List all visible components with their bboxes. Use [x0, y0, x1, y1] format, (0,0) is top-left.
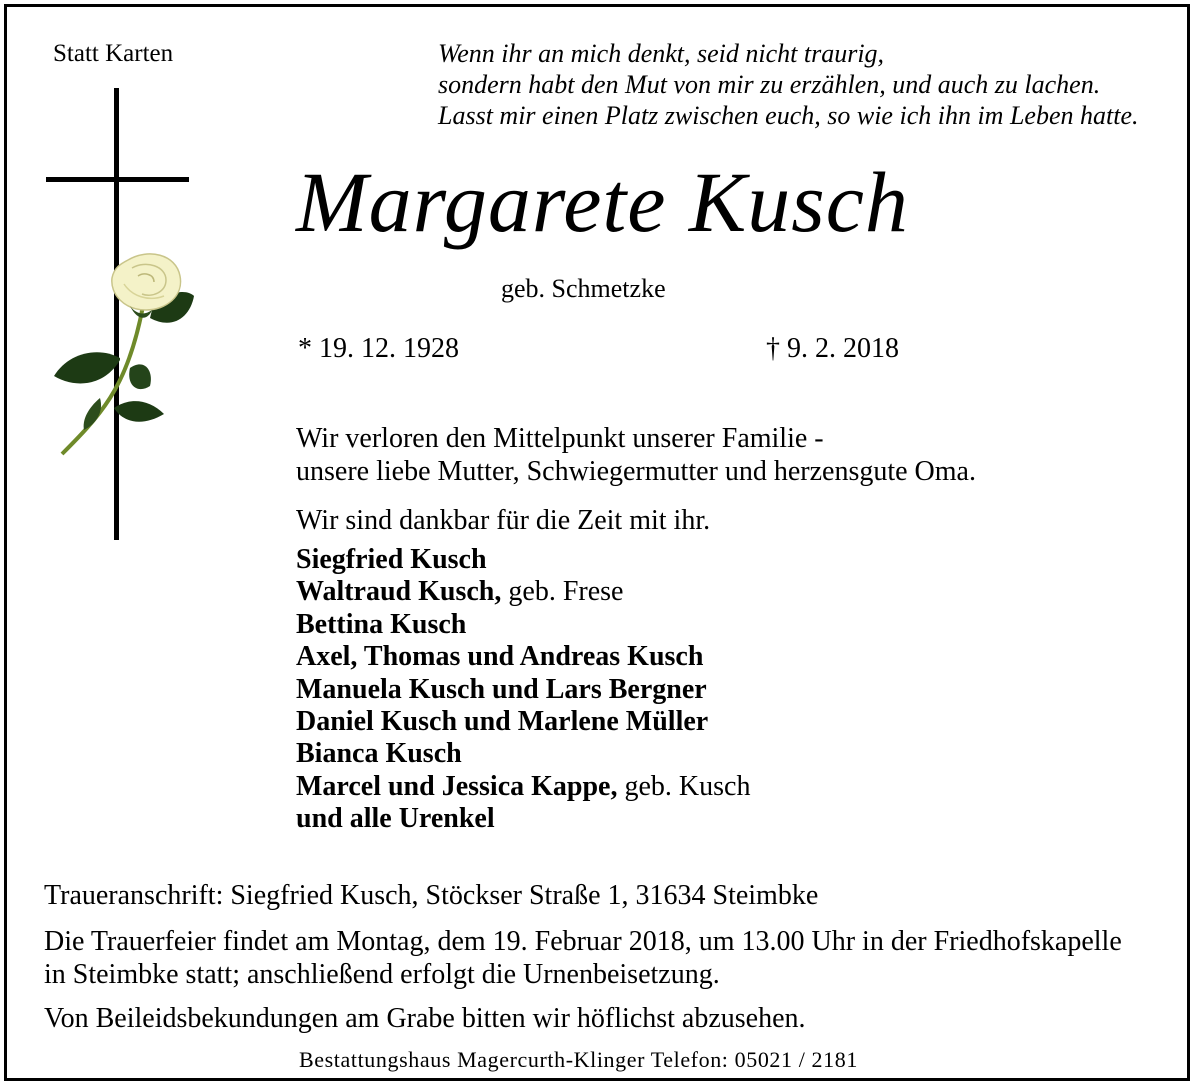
list-item: Siegfried Kusch [296, 544, 487, 575]
list-item: Marcel und Jessica Kappe, geb. Kusch [296, 770, 751, 802]
deceased-name: Margarete Kusch [296, 154, 909, 250]
thanks-message: Wir sind dankbar für die Zeit mit ihr. [296, 505, 711, 536]
list-item: Axel, Thomas und Andreas Kusch [296, 641, 704, 673]
death-date: † 9. 2. 2018 [766, 333, 899, 364]
list-item: Manuela Kusch und Lars Bergner [296, 673, 707, 705]
rose-icon [48, 248, 198, 458]
poem-line: sondern habt den Mut von mir zu erzählen, und auch zu lachen. [438, 70, 1101, 99]
funeral-home-contact: Bestattungshaus Magercurth-Klinger Telefon: 05021 / 2181 [299, 1047, 858, 1072]
list-item: Bianca Kusch [296, 738, 462, 770]
list-item: und alle Urenkel [296, 803, 495, 835]
list-item: Daniel Kusch und Marlene Müller [296, 706, 709, 738]
ceremony-info [44, 925, 1122, 991]
poem-line: Wenn ihr an mich denkt, seid nicht traurig, [438, 39, 885, 68]
maiden-name: geb. Schmetzke [501, 274, 666, 303]
list-item: Bettina Kusch [296, 608, 467, 640]
cross-horizontal-bar [46, 177, 189, 182]
mourning-address: Traueranschrift: Siegfried Kusch, Stöckser Straße 1, 31634 Steimbke [44, 880, 819, 911]
birth-date: * 19. 12. 1928 [298, 333, 459, 364]
loss-message-line: unsere liebe Mutter, Schwiegermutter und herzensgute Oma. [296, 456, 976, 487]
ceremony-line: Die Trauerfeier findet am Montag, dem 19. Februar 2018, um 13.00 Uhr in der Friedhofskapelle [44, 926, 1122, 957]
poem-line: Lasst mir einen Platz zwischen euch, so wie ich ihn im Leben hatte. [438, 101, 1139, 130]
statt-karten-label: Statt Karten [53, 40, 174, 67]
poem [438, 38, 1139, 131]
ceremony-line: in Steimbke statt; anschließend erfolgt die Urnenbeisetzung. [44, 959, 720, 990]
mourners-list [296, 544, 750, 836]
loss-message [296, 422, 976, 488]
list-item: Waltraud Kusch, geb. Frese [296, 576, 624, 608]
loss-message-line: Wir verloren den Mittelpunkt unserer Familie - [296, 423, 824, 454]
condolence-note: Von Beileidsbekundungen am Grabe bitten wir höflichst abzusehen. [44, 1003, 806, 1034]
